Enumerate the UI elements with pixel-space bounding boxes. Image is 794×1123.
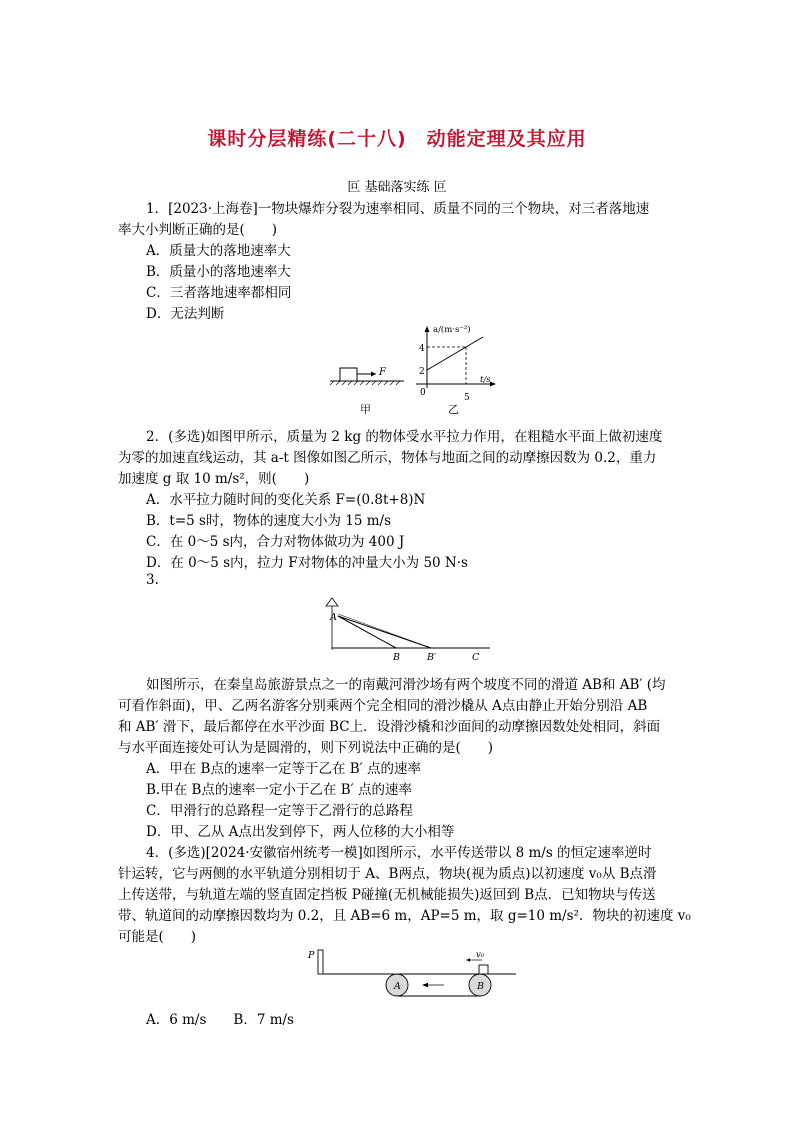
q3-figure: [320, 592, 500, 664]
q2-option-b: B．t=5 s时，物体的速度大小为 15 m/s: [146, 513, 392, 529]
q1-line-1: 1．[2023·上海卷]一物块爆炸分裂为速率相同、质量不同的三个物块，对三者落地速: [146, 201, 650, 217]
q3-line-4: 与水平面连接处可认为是圆滑的，则下列说法中正确的是( ): [118, 740, 494, 756]
y-tick-2: 2: [419, 367, 425, 377]
small-block: [479, 965, 488, 974]
q3-option-d: D．甲、乙从 A点出发到停下，两人位移的大小相等: [146, 824, 455, 840]
q4-line-2: 针运转，它与两侧的水平轨道分别相切于 A、B两点，物块(视为质点)以初速度 v₀从 B点滑: [118, 866, 657, 882]
q2-figure: [320, 322, 510, 420]
v0-label: v₀: [476, 950, 485, 960]
q4-line-3: 上传送带，与轨道左端的竖直固定挡板 P碰撞(无机械能损失)返回到 B点．已知物块与传送: [118, 887, 656, 903]
q4-line-1: 4．(多选)[2024·安徽宿州统考一模]如图所示，水平传送带以 8 m/s 的恒定速率逆时: [146, 845, 652, 861]
section-heading: 叵 基础落实练 叵: [347, 180, 447, 195]
figure-label-yi: 乙: [448, 403, 459, 416]
q3-option-c: C．甲滑行的总路程一定等于乙滑行的总路程: [146, 803, 413, 819]
a-t-line: [427, 337, 483, 370]
figure-label-jia: 甲: [360, 403, 371, 416]
q3-line-2: 可看作斜面)，甲、乙两名游客分别乘两个完全相同的滑沙橇从 A点由静止开始分别沿 AB: [118, 698, 648, 714]
q2-line-1: 2．(多选)如图甲所示，质量为 2 kg 的物体受水平拉力作用，在粗糙水平面上做初速度: [146, 429, 663, 445]
q3-number: 3.: [146, 572, 159, 588]
x-axis-label: t/s: [480, 375, 491, 385]
force-label: F: [379, 367, 386, 378]
point-b-prime-label: B′: [427, 652, 437, 663]
q4-line-4: 带、轨道间的动摩擦因数均为 0.2，且 AB=6 m，AP=5 m，取 g=10 m/s²．物块的初速度 v₀: [118, 908, 691, 924]
q1-option-c: C．三者落地速率都相同: [146, 285, 292, 301]
y-axis-arrow: [425, 326, 430, 332]
slide-ab-prime: [338, 616, 431, 648]
platform-top: [326, 598, 338, 606]
baffle-p: [318, 950, 323, 974]
page-title: 课时分层精练(二十八) 动能定理及其应用: [207, 128, 587, 150]
pulley-a-label: A: [394, 981, 401, 992]
x-tick-5: 5: [464, 393, 470, 403]
q1-option-a: A．质量大的落地速率大: [146, 243, 291, 259]
q2-option-c: C．在 0～5 s内，合力对物体做功为 400 J: [146, 534, 405, 550]
slide-ab-prime-shade: [338, 614, 431, 648]
x-axis-arrow: [490, 382, 496, 387]
ground-hatching: [330, 381, 400, 385]
y-axis-label: a/(m·s⁻²): [433, 325, 471, 335]
baffle-p-label: P: [308, 950, 315, 961]
pulley-b-label: B: [477, 981, 484, 992]
q3-option-a: A．甲在 B点的速率一定等于乙在 B′ 点的速率: [146, 761, 422, 777]
q1-option-b: B．质量小的落地速率大: [146, 264, 291, 280]
q1-line-2: 率大小判断正确的是( ): [118, 222, 278, 238]
q2-option-a: A．水平拉力随时间的变化关系 F=(0.8t+8)N: [146, 492, 426, 508]
y-tick-4: 4: [419, 344, 425, 354]
point-b-label: B: [393, 652, 400, 663]
point-c-label: C: [472, 652, 480, 663]
v0-arrowhead: [466, 958, 470, 961]
q2-option-d: D．在 0～5 s内，拉力 F对物体的冲量大小为 50 N·s: [146, 555, 468, 571]
q4-options: A．6 m/s B．7 m/s: [146, 1012, 294, 1028]
q2-line-2: 为零的加速直线运动，其 a-t 图像如图乙所示，物体与地面之间的动摩擦因数为 0.2，重力: [118, 450, 657, 466]
belt-direction-arrowhead: [422, 983, 428, 987]
point-a-label: A: [330, 612, 337, 623]
q1-option-d: D．无法判断: [146, 306, 225, 322]
force-arrowhead: [371, 372, 376, 377]
origin-label: 0: [420, 388, 426, 398]
q4-line-5: 可能是( ): [118, 929, 197, 945]
q2-line-3: 加速度 g 取 10 m/s²，则( ): [118, 471, 310, 487]
q3-line-3: 和 AB′ 滑下，最后都停在水平沙面 BC上．设滑沙橇和沙面间的动摩擦因数处处相同，斜面: [118, 719, 661, 735]
q4-figure: [304, 946, 524, 998]
q3-option-b: B.甲在 B点的速率一定小于乙在 B′ 点的速率: [146, 782, 412, 798]
block: [340, 368, 357, 381]
q3-line-1: 如图所示，在秦皇岛旅游景点之一的南戴河滑沙场有两个坡度不同的滑道 AB和 AB′ (均: [146, 677, 666, 693]
